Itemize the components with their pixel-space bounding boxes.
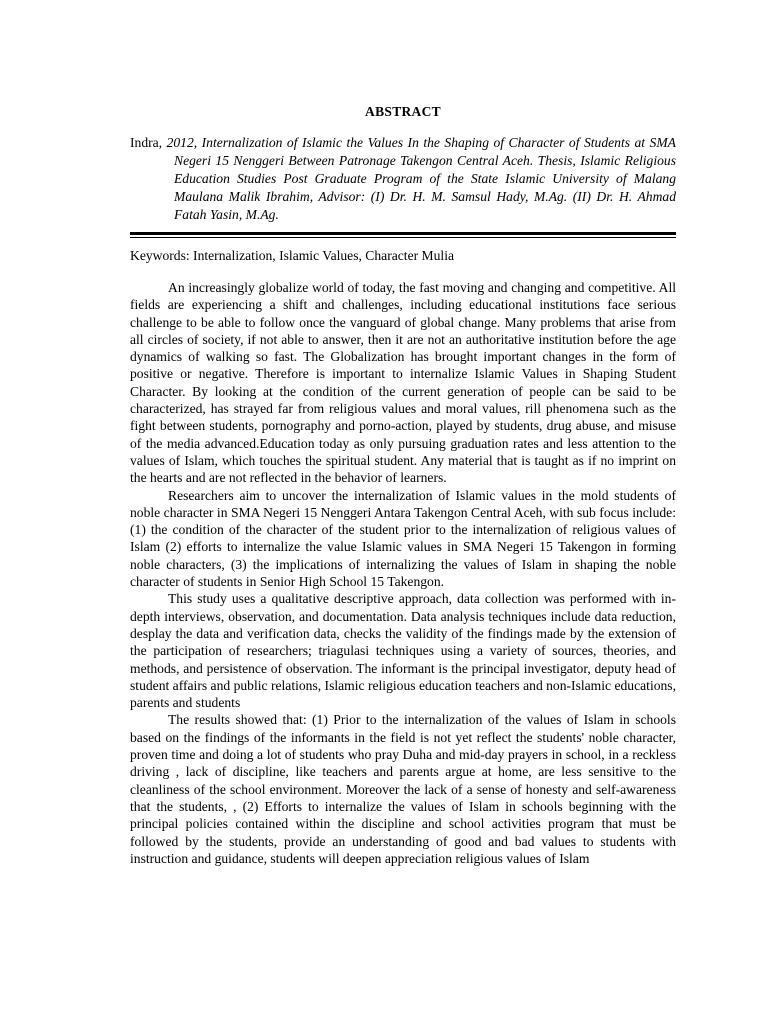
- abstract-paragraph-4: The results showed that: (1) Prior to the internalization of the values of Islam in schools based on the findings of the informants in the field is not yet reflect the students' noble character, proven time and doing a lot of students who pray Duha and mid-day prayers in school, in a reckless driving , lack of discipline, like teachers and parents argue at home, are less sensitive to the cleanliness of the school environment. Moreover the lack of a sense of honesty and self-awareness that the students, , (2) Efforts to internalize the values of Islam in schools beginning with the principal policies contained within the discipline and school activities program that must be followed by the students, provide an understanding of good and bad values to students with instruction and guidance, students will deepen appreciation religious values of Islam: [130, 712, 676, 866]
- separator-thin: [130, 237, 676, 238]
- keywords-line: Keywords: Internalization, Islamic Values, Character Mulia: [130, 248, 455, 263]
- abstract-paragraph-2: Researchers aim to uncover the internalization of Islamic values in the mold students of noble character in SMA Negeri 15 Nenggeri Antara Takengon Central Aceh, with sub focus include: (1) the condition of the character of the student prior to the internalization of religious values of Islam (2) efforts to internalize the value Islamic values in SMA Negeri 15 Takengon in forming noble characters, (3) the implications of internalizing the values of Islam in shaping the noble character of students in Senior High School 15 Takengon.: [130, 487, 676, 590]
- citation-author: Indra,: [130, 135, 167, 150]
- abstract-paragraph-1: An increasingly globalize world of today, the fast moving and changing and competitive. All fields are experiencing a shift and challenges, including educational institutions face serious challenge to be able to follow once the vanguard of global change. Many problems that arise from all circles of society, if not able to answer, then it are not an authoritative institution before the age dynamics of walking so fast. The Globalization has brought important changes in the form of positive or negative. Therefore is important to internalize Islamic Values in Shaping Student Character. By looking at the condition of the current generation of people can be said to be characterized, has strayed far from religious values and moral values, rill phenomena such as the fight between students, pornography and porno-action, played by students, drug abuse, and misuse of the media advanced.Education today as only pursuing graduation rates and less attention to the values of Islam, which touches the spiritual student. Any material that is taught as if no imprint on the hearts and are not reflected in the behavior of learners.: [130, 280, 676, 486]
- separator-thick: [130, 232, 676, 235]
- page-title: ABSTRACT: [365, 104, 441, 119]
- citation-body: 2012, Internalization of Islamic the Values In the Shaping of Character of Students at SMA Negeri 15 Nenggeri Between Patronage Takengon Central Aceh. Thesis, Islamic Religious Education Studies Post Graduate Program of the State Islamic University of Malang Maulana Malik Ibrahim, Advisor: (I) Dr. H. M. Samsul Hady, M.Ag. (II) Dr. H. Ahmad Fatah Yasin, M.Ag.: [166, 135, 676, 222]
- citation: [130, 134, 676, 224]
- abstract-paragraph-3: This study uses a qualitative descriptive approach, data collection was performed with in-depth interviews, observation, and documentation. Data analysis techniques include data reduction, desplay the data and verification data, checks the validity of the findings made by the extension of the participation of researchers; triagulasi techniques using a variety of sources, theories, and methods, and persistence of observation. The informant is the principal investigator, deputy head of student affairs and public relations, Islamic religious education teachers and non-Islamic educations, parents and students: [130, 591, 676, 711]
- document-page: [130, 96, 676, 867]
